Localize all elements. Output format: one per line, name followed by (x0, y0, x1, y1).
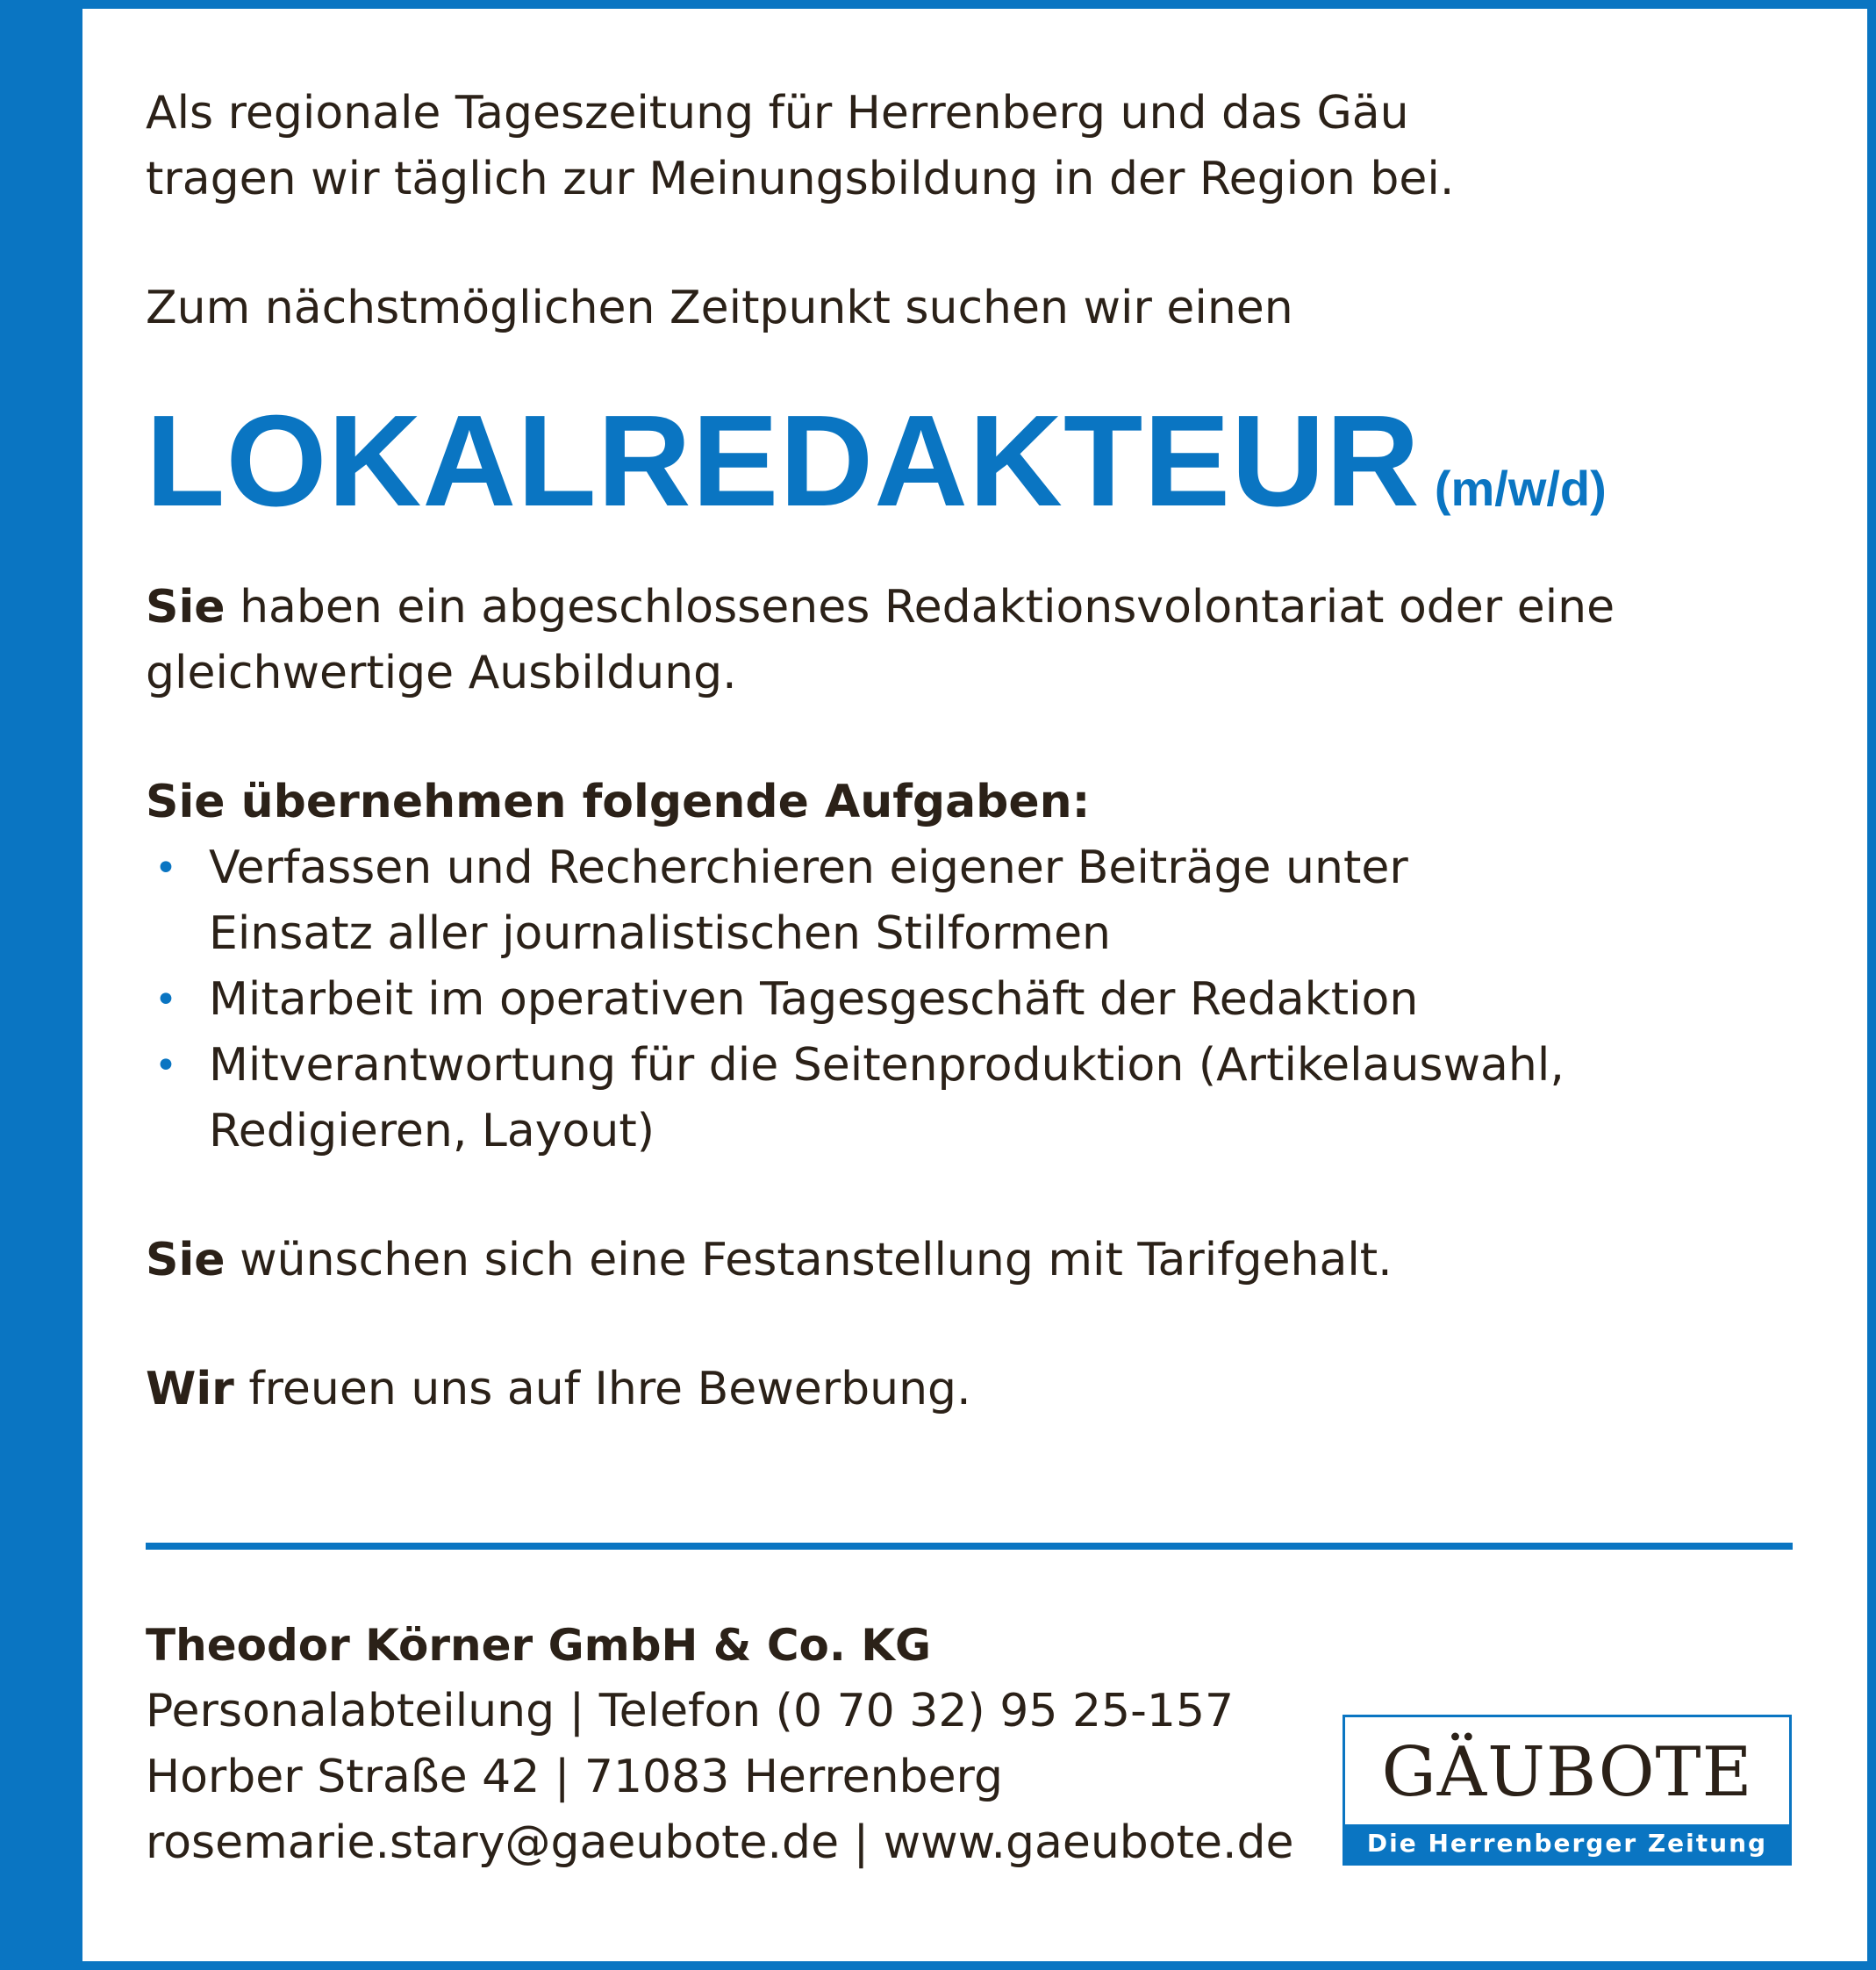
closing-text: freuen uns auf Ihre Bewerbung. (233, 1363, 971, 1415)
job-title: LOKALREDAKTEUR (146, 389, 1421, 534)
offer-paragraph (146, 1228, 1655, 1293)
closing-bold: Wir (146, 1363, 234, 1415)
profile-paragraph (146, 575, 1655, 706)
offer-bold: Sie (146, 1234, 226, 1286)
section-divider (146, 1543, 1793, 1550)
bullet-icon: • (154, 1043, 177, 1088)
contact-address-line: Horber Straße 42 | 71083 Herrenberg (146, 1751, 1004, 1803)
task-item (146, 967, 1578, 1033)
logo-tagline: Die Herrenberger Zeitung (1345, 1824, 1789, 1863)
frame-left-bar (0, 0, 82, 1970)
profile-bold: Sie (146, 581, 226, 634)
frame-bottom-border (0, 1961, 1876, 1970)
tasks-list (146, 835, 1795, 1164)
frame-right-border (1867, 0, 1876, 1970)
intro-text (146, 81, 1795, 212)
bullet-icon: • (154, 978, 177, 1022)
intro-line-2: tragen wir täglich zur Meinungsbildung in der Region bei. (146, 153, 1455, 205)
intro-line-1: Als regionale Tageszeitung für Herrenberg und das Gäu (146, 87, 1409, 140)
ad-content (146, 81, 1795, 1422)
task-text: Mitarbeit im operativen Tagesgeschäft der Redaktion (209, 973, 1419, 1026)
contact-block (146, 1613, 1313, 1876)
headline (146, 387, 1795, 536)
bullet-icon: • (154, 846, 177, 891)
gaeubote-logo (1343, 1715, 1792, 1866)
logo-wordmark: GÄUBOTE (1381, 1733, 1753, 1812)
task-item (146, 835, 1578, 967)
profile-text: haben ein abgeschlossenes Redaktionsvolontariat oder eine gleichwertige Ausbildung. (146, 581, 1615, 699)
task-item (146, 1033, 1578, 1164)
closing-paragraph (146, 1357, 1655, 1422)
job-title-suffix: (m/w/d) (1434, 461, 1607, 516)
task-text: Mitverantwortung für die Seitenproduktion (Artikelauswahl, Redigieren, Layout) (209, 1039, 1565, 1157)
lead-text: Zum nächstmöglichen Zeitpunkt suchen wir einen (146, 282, 1293, 334)
contact-phone-line: Personalabteilung | Telefon (0 70 32) 95 25-157 (146, 1685, 1235, 1737)
contact-web-line[interactable]: rosemarie.stary@gaeubote.de | www.gaeubote.de (146, 1816, 1294, 1869)
company-name: Theodor Körner GmbH & Co. KG (146, 1620, 932, 1671)
tasks-heading: Sie übernehmen folgende Aufgaben: (146, 776, 1091, 828)
offer-text: wünschen sich eine Festanstellung mit Tarifgehalt. (225, 1234, 1393, 1286)
frame-top-border (0, 0, 1876, 9)
task-text: Verfassen und Recherchieren eigener Beiträge unter Einsatz aller journalistischen Stilformen (209, 842, 1408, 960)
